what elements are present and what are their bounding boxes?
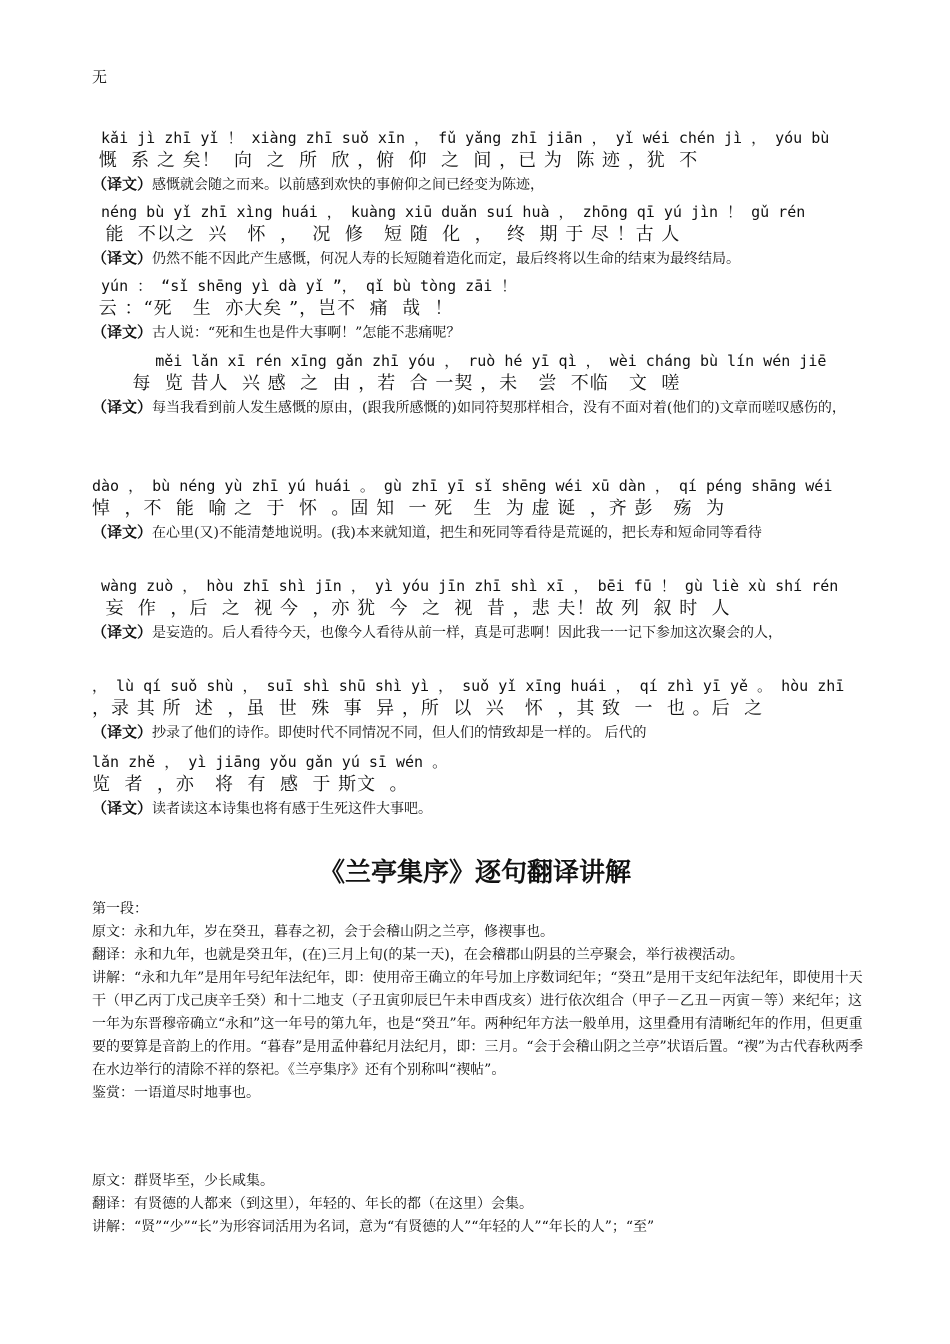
translation (92, 248, 872, 270)
translation-text: 是妄造的。后人看待今天，也像今人看待从前一样，真是可悲啊！因此我一一记下参加这次聚会的人， (152, 625, 783, 641)
verse-block-2 (92, 202, 872, 270)
translation-text: 抄录了他们的诗作。即使时代不同情况不同，但人们的情致却是一样的。 后代的 (152, 725, 647, 741)
verse-block-7 (92, 676, 872, 744)
verse-block-1 (92, 128, 872, 196)
translation-text: 每当我看到前人发生感慨的原由，(跟我所感慨的)如同符契那样相合，没有不面对着(他们的)文章而嗟叹感伤的， (152, 400, 846, 416)
translation (92, 722, 872, 744)
translation (92, 322, 872, 344)
section-one-part-two (92, 1170, 872, 1239)
translation-tag: （译文） (92, 249, 153, 267)
translation-tag: （译文） (92, 523, 153, 541)
hanzi-line: 悼 ，不 能 喻 之 于 怀 。固 知 一 死 生 为 虚 诞 ，齐 彭 殇 为 (92, 498, 726, 519)
hanzi-line: 慨 系 之 矣！ 向 之 所 欣 ，俯 仰 之 间 ，已 为 陈 迹 ，犹 不 (92, 150, 699, 171)
translation-tag: （译文） (92, 175, 153, 193)
original-text: 原文：群贤毕至，少长咸集。 (92, 1173, 274, 1189)
pinyin-line: dào ， bù néng yù zhī yú huái 。 gù zhī yī sǐ shēng wéi xū dàn ， qí péng shāng wéi (92, 477, 833, 495)
translation-text: 读者读这本诗集也将有感于生死这件大事吧。 (152, 801, 433, 817)
appreciation-text: 鉴赏：一语道尽时地事也。 (92, 1085, 260, 1101)
translation-text: 在心里(又)不能清楚地说明。(我)本来就知道，把生和死同等看待是荒诞的，把长寿和短命同等看待 (152, 525, 762, 541)
translation-tag: （译文） (92, 323, 153, 341)
translation-tag: （译文） (92, 398, 153, 416)
header-word: 无 (92, 68, 108, 86)
hanzi-line: 览 者 ，亦 将 有 感 于 斯文 。 (92, 774, 409, 795)
explanation-text: 讲解：“永和九年”是用年号纪年法纪年，即：使用帝王确立的年号加上序数词纪年；“癸丑”是用干支纪年法纪年，即使用十天干（甲乙丙丁戊己庚辛壬癸）和十二地支（子丑寅卯辰巳午未申酉戌亥）进行依次组合（甲子－乙丑－丙寅－等）来纪年；这一年为东晋穆帝确立“永和”这一年号的第九年，也是“癸丑”年。两种纪年方法一般单用，这里叠用有清晰纪年的作用，但更重要的要算是音韵上的作用。“暮春”是用孟仲暮纪月法纪月，即：三月。“会于会稽山阴之兰亭”状语后置。“禊”为古代春秋两季在水边举行的清除不祥的祭祀。《兰亭集序》还有个别称叫“禊帖”。 (92, 970, 863, 1078)
translation (92, 522, 872, 544)
translation-tag: （译文） (92, 799, 153, 817)
hanzi-line: 每 览 昔人 兴 感 之 由 ，若 合 一契 ，未 尝 不临 文 嗟 (92, 373, 681, 394)
explanation-text: 讲解：“贤”“少”“长”为形容词活用为名词，意为“有贤德的人”“年轻的人”“年长的人”；“至” (92, 1219, 655, 1235)
section-one (92, 898, 872, 1105)
translation-tag: （译文） (92, 623, 153, 641)
pinyin-line: měi lǎn xī rén xīng gǎn zhī yóu ， ruò hé yī qì ， wèi cháng bù lín wén jiē (92, 352, 827, 370)
translation-text: 翻译：有贤德的人都来（到这里），年轻的、年长的都（在这里）会集。 (92, 1196, 533, 1212)
hanzi-line: 能 不以之 兴 怀 ， 况 修 短 随 化 ， 终 期 于 尽 ！古 人 (92, 224, 681, 245)
hanzi-line: 妄 作 ，后 之 视 今 ，亦 犹 今 之 视 昔 ，悲 夫！故 列 叙 时 人 (92, 598, 731, 619)
translation (92, 397, 872, 419)
pinyin-line: wàng zuò ， hòu zhī shì jīn ， yì yóu jīn zhī shì xī ， bēi fū ！ gù liè xù shí rén (92, 577, 839, 595)
pinyin-line: néng bù yǐ zhī xìng huái ， kuàng xiū duǎn suí huà ， zhōng qī yú jìn ！ gǔ rén (92, 203, 806, 221)
translation-tag: （译文） (92, 723, 153, 741)
verse-block-4 (92, 351, 872, 419)
verse-block-8 (92, 752, 872, 820)
translation (92, 798, 872, 820)
original-text: 原文：永和九年，岁在癸丑，暮春之初，会于会稽山阴之兰亭，修禊事也。 (92, 924, 554, 940)
document-title: 《兰亭集序》逐句翻译讲解 (318, 858, 631, 888)
section-heading: 第一段： (92, 901, 148, 917)
hanzi-line: 云 ：“死 生 亦大矣 ”，岂不 痛 哉 ！ (92, 298, 454, 319)
translation (92, 622, 872, 644)
verse-block-3 (92, 276, 872, 344)
pinyin-line: yún ： “sǐ shēng yì dà yǐ ”， qǐ bù tòng zāi ！ (92, 277, 517, 295)
pinyin-line: lǎn zhě ， yì jiāng yǒu gǎn yú sī wén 。 (92, 753, 448, 771)
translation-text: 感慨就会随之而来。以前感到欢快的事俯仰之间已经变为陈迹， (152, 177, 545, 193)
hanzi-line: ，录 其 所 述 ，虽 世 殊 事 异 ，所 以 兴 怀 ，其 致 一 也 。后 之 (92, 698, 764, 719)
translation (92, 174, 872, 196)
translation-text: 古人说：“死和生也是件大事啊！”怎能不悲痛呢？ (152, 325, 461, 341)
verse-block-5 (92, 476, 872, 544)
translation-text: 仍然不能不因此产生感慨，何况人寿的长短随着造化而定，最后终将以生命的结束为最终结局。 (152, 251, 741, 267)
verse-block-6 (92, 576, 872, 644)
pinyin-line: ， lù qí suǒ shù ， suī shì shū shì yì ， suǒ yǐ xīng huái ， qí zhì yī yě 。 hòu zhī (92, 677, 845, 695)
pinyin-line: kǎi jì zhī yǐ ！ xiàng zhī suǒ xīn ， fǔ yǎng zhī jiān ， yǐ wéi chén jì ， yóu bù (92, 129, 830, 147)
translation-text: 翻译：永和九年，也就是癸丑年，(在)三月上旬(的某一天)，在会稽郡山阴县的兰亭聚会，举行祓禊活动。 (92, 947, 744, 963)
